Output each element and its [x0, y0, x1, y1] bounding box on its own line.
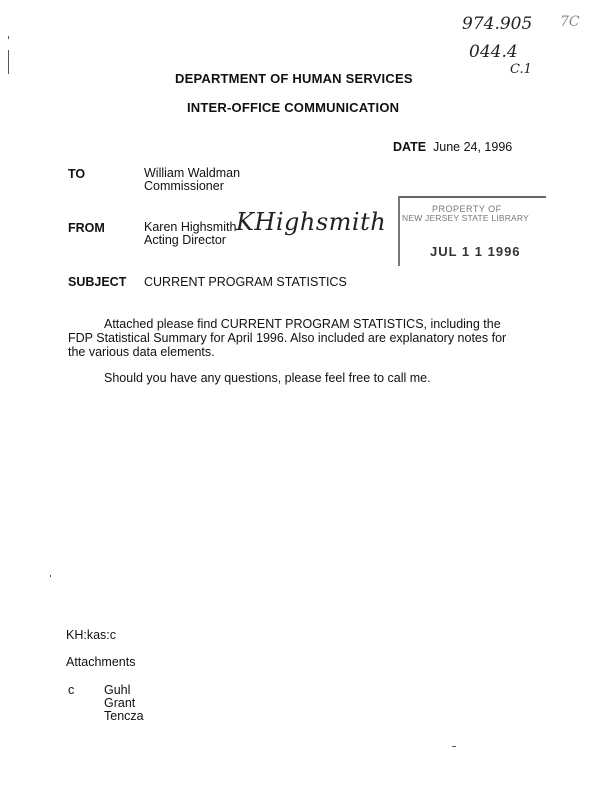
date-label: DATE	[393, 140, 427, 154]
handwritten-call-number: 974.905	[462, 14, 533, 34]
scan-mark	[8, 36, 9, 39]
body-paragraph-1-line-3: the various data elements.	[68, 345, 215, 359]
stamp-property-of: PROPERTY OF	[432, 204, 502, 214]
subject-value: CURRENT PROGRAM STATISTICS	[144, 275, 347, 289]
handwritten-code: 044.4	[469, 42, 518, 62]
cc-recipient: Tencza	[104, 709, 144, 723]
cc-label: c	[68, 683, 75, 697]
body-paragraph-2: Should you have any questions, please feel free to call me.	[104, 371, 431, 385]
scan-speck	[50, 575, 51, 577]
cc-recipient: Guhl	[104, 683, 131, 697]
attachments-label: Attachments	[66, 655, 136, 669]
scan-speck	[452, 746, 456, 747]
handwritten-corner-mark: 7C	[560, 14, 580, 30]
subject-label: SUBJECT	[68, 275, 127, 289]
scan-mark	[8, 50, 9, 74]
date-value: June 24, 1996	[433, 140, 513, 154]
to-name: William Waldman	[144, 166, 241, 180]
handwritten-copy: C.1	[510, 62, 532, 77]
cc-recipient: Grant	[104, 696, 136, 710]
stamp-library-name: NEW JERSEY STATE LIBRARY	[402, 213, 529, 223]
department-heading: DEPARTMENT OF HUMAN SERVICES	[175, 71, 413, 86]
stamp-date: JUL 1 1 1996	[430, 244, 521, 259]
body-paragraph-1-line-2: FDP Statistical Summary for April 1996. Also included are explanatory notes for	[68, 331, 507, 345]
signature: KHighsmith	[236, 208, 387, 236]
body-paragraph-1-line-1: Attached please find CURRENT PROGRAM STATISTICS, including the	[104, 317, 501, 331]
to-title: Commissioner	[144, 179, 224, 193]
to-label: TO	[68, 167, 86, 181]
from-label: FROM	[68, 221, 105, 235]
typist-initials: KH:kas:c	[66, 628, 117, 642]
library-stamp	[398, 196, 546, 266]
from-title: Acting Director	[144, 233, 226, 247]
from-name: Karen Highsmith	[144, 220, 237, 234]
memo-type-heading: INTER-OFFICE COMMUNICATION	[187, 100, 400, 115]
